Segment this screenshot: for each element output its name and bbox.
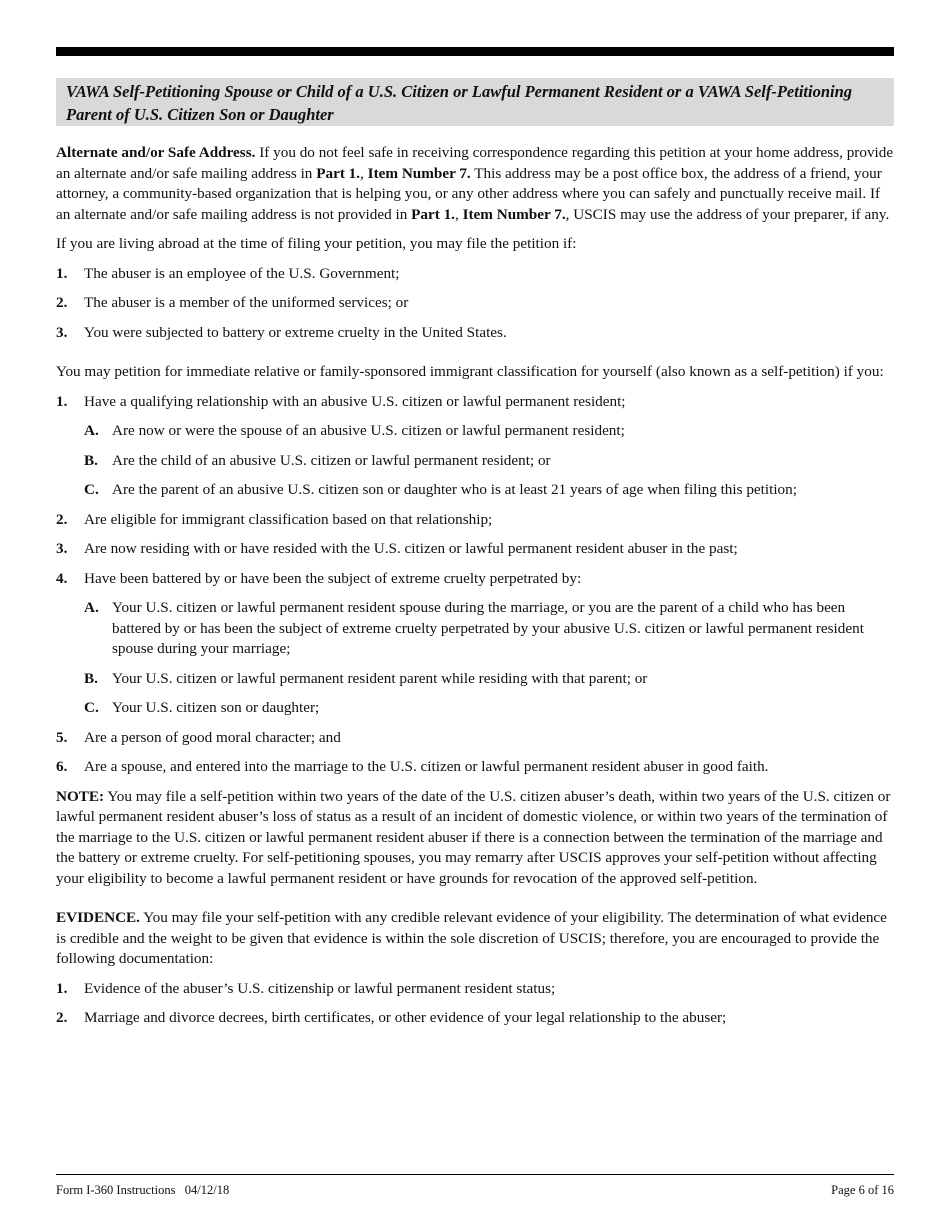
item7-ref: Item Number 7. [367, 164, 471, 182]
item-text: Are a spouse, and entered into the marriage to the U.S. citizen or lawful permanent resident abuser in good faith. [84, 758, 769, 775]
list-item [56, 264, 894, 285]
alt-address-paragraph [56, 143, 894, 225]
alt-address-heading: Alternate and/or Safe Address. [56, 144, 256, 161]
alt-address-text-3: , USCIS may use the address of your preparer, if any. [565, 205, 890, 223]
list-item [56, 293, 894, 314]
item-text: Are the parent of an abusive U.S. citizen son or daughter who is at least 21 years of age when filing this petition; [112, 481, 797, 498]
comma: , [360, 164, 368, 182]
item-letter: A. [84, 422, 99, 439]
item-text: Have been battered by or have been the subject of extreme cruelty perpetrated by: [84, 569, 582, 587]
item-text: Have a qualifying relationship with an abusive U.S. citizen or lawful permanent resident; [84, 392, 626, 410]
item-letter: B. [84, 669, 98, 687]
alt-address-text-2: This address may be a post office box, the address of a friend, your attorney, a community-based organization that is helping you, or any other address where you can safely and punctually receive mail. If an alternate and/or safe mailing address is not provided in [56, 164, 882, 223]
list-item [56, 757, 894, 778]
evidence-paragraph [56, 908, 894, 970]
document-body [56, 143, 894, 1029]
evidence-label: EVIDENCE. [56, 909, 140, 926]
item-text: Are now residing with or have resided with the U.S. citizen or lawful permanent resident abuser in the past; [84, 540, 738, 557]
part1-ref: Part 1. [316, 164, 361, 182]
item-text: Are a person of good moral character; and [84, 728, 341, 746]
list-item [56, 323, 894, 344]
item-number: 1. [56, 264, 68, 282]
item-text: Are now or were the spouse of an abusive U.S. citizen or lawful permanent resident; [112, 422, 625, 439]
item-number: 4. [56, 569, 68, 587]
item-number: 2. [56, 510, 68, 528]
sub-list-item [84, 480, 894, 501]
item-text: Your U.S. citizen or lawful permanent resident parent while residing with that parent; or [112, 669, 648, 687]
list-item [56, 569, 894, 590]
item-number: 3. [56, 323, 68, 341]
note-paragraph [56, 787, 894, 890]
part1-ref-2: Part 1. [411, 205, 455, 223]
list-item [56, 510, 894, 531]
note-label: NOTE: [56, 787, 105, 805]
list-item [56, 979, 894, 1000]
item-text: Are eligible for immigrant classification based on that relationship; [84, 510, 493, 528]
alt-address-text-1: If you do not feel safe in receiving correspondence regarding this petition at your home address, provide an alternate and/or safe mailing address in [56, 144, 894, 182]
footer-rule [56, 1174, 894, 1175]
sub-list-item [84, 451, 894, 472]
evidence-text: You may file your self-petition with any credible relevant evidence of your eligibility. The determination of what evidence is credible and the weight to be given that evidence is within the sole discretion of USCIS; therefore, you are encouraged to provide the following documentation: [56, 909, 887, 967]
item-number: 5. [56, 728, 68, 746]
footer-form-id: Form I-360 Instructions 04/12/18 [56, 1183, 230, 1197]
item-text: The abuser is a member of the uniformed services; or [84, 294, 409, 311]
item-letter: B. [84, 451, 98, 469]
footer-page-number: Page 6 of 16 [831, 1183, 894, 1197]
sub-list-item [84, 421, 894, 442]
item-text: You were subjected to battery or extreme cruelty in the United States. [84, 323, 507, 341]
item-number: 6. [56, 758, 68, 775]
sub-list-item [84, 669, 894, 690]
item-letter: C. [84, 699, 99, 716]
abroad-intro: If you are living abroad at the time of filing your petition, you may file the petition if: [56, 235, 577, 252]
section-header [56, 78, 894, 126]
item-number: 2. [56, 294, 68, 311]
item-text: Your U.S. citizen son or daughter; [112, 699, 320, 716]
item-letter: C. [84, 481, 99, 498]
section-title: VAWA Self-Petitioning Spouse or Child of a U.S. Citizen or Lawful Permanent Resident or a VAWA Self-Petitioning Parent of U.S. Citizen Son or Daughter [66, 82, 853, 124]
item-number: 1. [56, 392, 68, 410]
comma-2: , [454, 205, 463, 223]
sub-list-item [84, 598, 894, 660]
item-text: Evidence of the abuser’s U.S. citizenship or lawful permanent resident status; [84, 979, 556, 997]
item-text: Marriage and divorce decrees, birth certificates, or other evidence of your legal relationship to the abuser; [84, 1009, 727, 1026]
item7-ref-2: Item Number 7. [462, 205, 566, 223]
list-item [56, 1008, 894, 1029]
item-letter: A. [84, 599, 99, 616]
list-item [56, 539, 894, 560]
item-text: The abuser is an employee of the U.S. Government; [84, 264, 400, 282]
top-rule [56, 47, 894, 56]
item-text: Your U.S. citizen or lawful permanent resident spouse during the marriage, or you are the parent of a child who has been battered by or has been the subject of extreme cruelty perpetrated by your abusive U.S. citizen or lawful permanent resident spouse during your marriage; [112, 599, 864, 657]
list-item [56, 728, 894, 749]
petition-intro: You may petition for immediate relative or family-sponsored immigrant classification for yourself (also known as a self-petition) if you: [56, 363, 884, 380]
item-text: Are the child of an abusive U.S. citizen or lawful permanent resident; or [112, 451, 551, 469]
item-number: 2. [56, 1009, 68, 1026]
note-text: You may file a self-petition within two years of the date of the U.S. citizen abuser’s death, within two years of the U.S. citizen or lawful permanent resident abuser’s loss of status as a result of an incident of domestic violence, or within two years of the termination of the marriage to the U.S. citizen or lawful permanent resident abuser if there is a connection between the termination of the marriage and the battery or extreme cruelty. For self-petitioning spouses, you may remarry after USCIS approves your self-petition without affecting your eligibility to become a lawful permanent resident or have grounds for revocation of the approved self-petition. [56, 787, 891, 887]
sub-list-item [84, 698, 894, 719]
item-number: 1. [56, 979, 68, 997]
list-item [56, 392, 894, 413]
item-number: 3. [56, 540, 68, 557]
